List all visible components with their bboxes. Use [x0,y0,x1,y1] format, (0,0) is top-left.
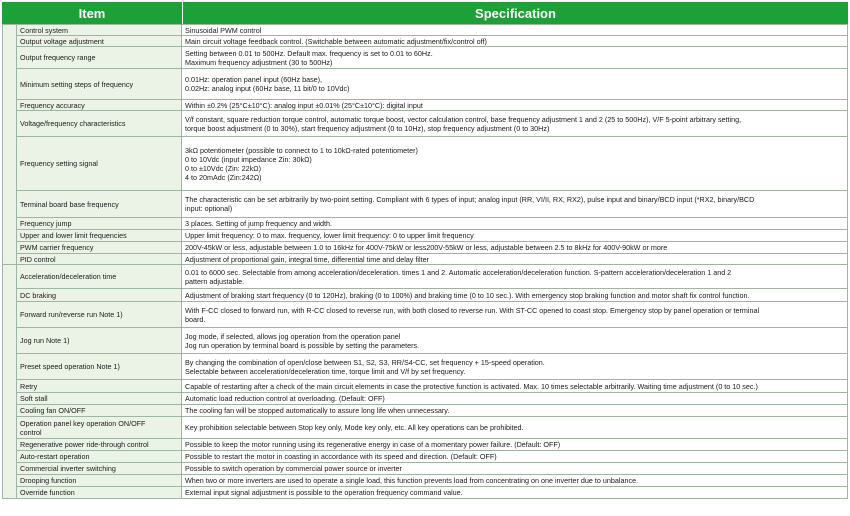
table-row [3,354,848,380]
table-header [2,2,848,24]
item-line: Operation panel key operation ON/OFF [20,418,146,428]
spec-line: The characteristic can be set arbitrarily by two-point setting. Compliant with 6 types of input; analog input (RR, VI/II, RX, RX2), pulse input and binary/BCD input (*RX2, binary/BCD [185,195,755,204]
spec-cell: Capable of restarting after a check of the main circuit elements in case the protective function is activated. Max. 10 times selectable arbitrarily. Waiting time adjustment (0 to 10 sec.) [182,380,848,393]
spec-line: Jog mode, if selected, allows jog operation from the operation panel [185,331,401,341]
table-row [3,137,848,191]
table-row [3,218,848,230]
spec-cell: External input signal adjustment is possible to the operation frequency command value. [182,487,848,499]
header-specification: Specification [182,2,848,24]
item-cell: Terminal board base frequency [17,191,182,218]
table-row [3,302,848,328]
spec-cell [182,265,848,289]
spec-line: 0.01 to 6000 sec. Selectable from among acceleration/deceleration. times 1 and 2. Automatic acceleration/deceleration function. S-pattern acceleration/deceleration 1 and 2 [185,267,732,277]
spec-cell: Automatic load reduction control at overloading. (Default: OFF) [182,393,848,405]
table-row [3,463,848,475]
table-row [3,69,848,100]
item-cell: Upper and lower limit frequencies [17,230,182,242]
table-row [3,451,848,463]
spec-cell [182,47,848,69]
spec-cell: Possible to restart the motor in coasting in accordance with its speed and direction. (Default: OFF) [182,451,848,463]
spec-cell [182,111,848,137]
item-cell: Retry [17,380,182,393]
group-operation [3,265,17,499]
spec-cell [182,354,848,380]
spec-line: pattern adjustable. [185,276,245,286]
item-cell: Voltage/frequency characteristics [17,111,182,137]
table-row [3,417,848,439]
item-cell: DC braking [17,289,182,302]
group-control [3,25,17,265]
table-row [3,475,848,487]
header-item: Item [78,5,106,21]
spec-line: 0.02Hz: analog input (60Hz base, 11 bit/0 to 10Vdc) [185,84,350,93]
spec-cell: Possible to keep the motor running using its regenerative energy in case of a momentary power failure. (Default: OFF) [182,439,848,451]
spec-line: With F-CC closed to forward run, with R-CC closed to reverse run, with both closed to reverse run. With ST-CC opened to coast stop. Emergency stop by panel operation or terminal [185,305,760,315]
item-cell: PWM carrier frequency [17,242,182,254]
table-row [3,111,848,137]
item-cell: Drooping function [17,475,182,487]
spec-cell: Adjustment of braking start frequency (0 to 120Hz), braking (0 to 100%) and braking time (0 to 10 sec.). With emergency stop braking function and motor shaft fix control function. [182,289,848,302]
item-cell: Commercial inverter switching [17,463,182,475]
spec-cell: When two or more inverters are used to operate a single load, this function prevents load from concentrating on one inverter due to unbalance. [182,475,848,487]
table-row [3,487,848,499]
table-row [3,230,848,242]
spec-line: V/f constant, square reduction torque control, automatic torque boost, vector calculation control, base frequency adjustment 1 and 2 (25 to 500Hz), V/F 5-point arbitrary setting, [185,114,742,124]
item-cell: Cooling fan ON/OFF [17,405,182,417]
spec-line: input: optional) [185,204,233,213]
table-row [3,100,848,111]
spec-table-container [2,2,848,499]
spec-table [2,24,848,499]
table-row [3,380,848,393]
spec-line: torque boost adjustment (0 to 30%), start frequency adjustment (0 to 10Hz), stop frequency adjustment (0 to 30Hz) [185,123,550,133]
spec-line: 0 to ±10Vdc (Zin: 22kΩ) [185,163,262,173]
spec-line: Jog run operation by terminal board is possible by setting the parameters. [185,340,420,350]
table-row [3,328,848,354]
item-cell: Frequency jump [17,218,182,230]
table-row [3,254,848,265]
spec-cell: Possible to switch operation by commercial power source or inverter [182,463,848,475]
table-row [3,191,848,218]
spec-cell: Upper limit frequency: 0 to max. frequency, lower limit frequency: 0 to upper limit frequency [182,230,848,242]
item-cell: Output frequency range [17,47,182,69]
table-row [3,25,848,36]
spec-cell [182,69,848,100]
table-row [3,242,848,254]
table-row [3,405,848,417]
spec-line: By changing the combination of open/close between S1, S2, S3, RR/S4-CC, set frequency + 15-speed operation. [185,357,545,367]
spec-line: board. [185,314,206,324]
item-cell: Soft stall [17,393,182,405]
spec-line: Selectable between acceleration/deceleration time, torque limit and V/f by set frequency. [185,366,466,376]
table-row [3,439,848,451]
spec-cell: Adjustment of proportional gain, integral time, differential time and delay filter [182,254,848,265]
spec-cell [182,191,848,218]
table-row [3,265,848,289]
spec-cell: 200V-45kW or less, adjustable between 1.0 to 16kHz for 400V-75kW or less200V-55kW or less, adjustable between 2.5 to 8kHz for 400V-90kW or more [182,242,848,254]
item-cell: Auto-restart operation [17,451,182,463]
table-row [3,36,848,47]
table-row [3,47,848,69]
spec-cell: The cooling fan will be stopped automatically to assure long life when unnecessary. [182,405,848,417]
spec-line: 0 to 10Vdc (input impedance Zin: 30kΩ) [185,154,312,164]
spec-line: Setting between 0.01 to 500Hz. Default max. frequency is set to 0.01 to 60Hz. [185,48,433,58]
table-row [3,393,848,405]
table-row [3,289,848,302]
item-cell: Output voltage adjustment [17,36,182,47]
spec-line: 3kΩ potentiometer (possible to connect to 1 to 10kΩ-rated potentiometer) [185,145,418,155]
spec-cell: Main circuit voltage feedback control. (Switchable between automatic adjustment/fix/control off) [182,36,848,47]
item-cell: Frequency setting signal [17,137,182,191]
item-cell: Jog run Note 1) [17,328,182,354]
spec-cell [182,137,848,191]
spec-cell: 3 places. Setting of jump frequency and width. [182,218,848,230]
spec-cell: Key prohibition selectable between Stop key only, Mode key only, etc. All key operations can be prohibited. [182,417,848,439]
spec-cell [182,302,848,328]
item-cell: Acceleration/deceleration time [17,265,182,289]
item-cell: Preset speed operation Note 1) [17,354,182,380]
item-cell: Control system [17,25,182,36]
item-cell: PID control [17,254,182,265]
spec-cell [182,328,848,354]
item-cell: Frequency accuracy [17,100,182,111]
item-line: control [20,427,42,437]
spec-line: 4 to 20mAdc (Zin:242Ω) [185,172,262,182]
item-cell: Minimum setting steps of frequency [17,69,182,100]
item-cell [17,417,182,439]
spec-cell: Within ±0.2% (25°C±10°C): analog input ±0.01% (25°C±10°C): digital input [182,100,848,111]
spec-line: 0.01Hz: operation panel input (60Hz base), [185,75,323,84]
spec-cell: Sinusoidal PWM control [182,25,848,36]
item-cell: Regenerative power ride-through control [17,439,182,451]
spec-line: Maximum frequency adjustment (30 to 500Hz) [185,57,333,67]
item-cell: Override function [17,487,182,499]
item-cell: Forward run/reverse run Note 1) [17,302,182,328]
